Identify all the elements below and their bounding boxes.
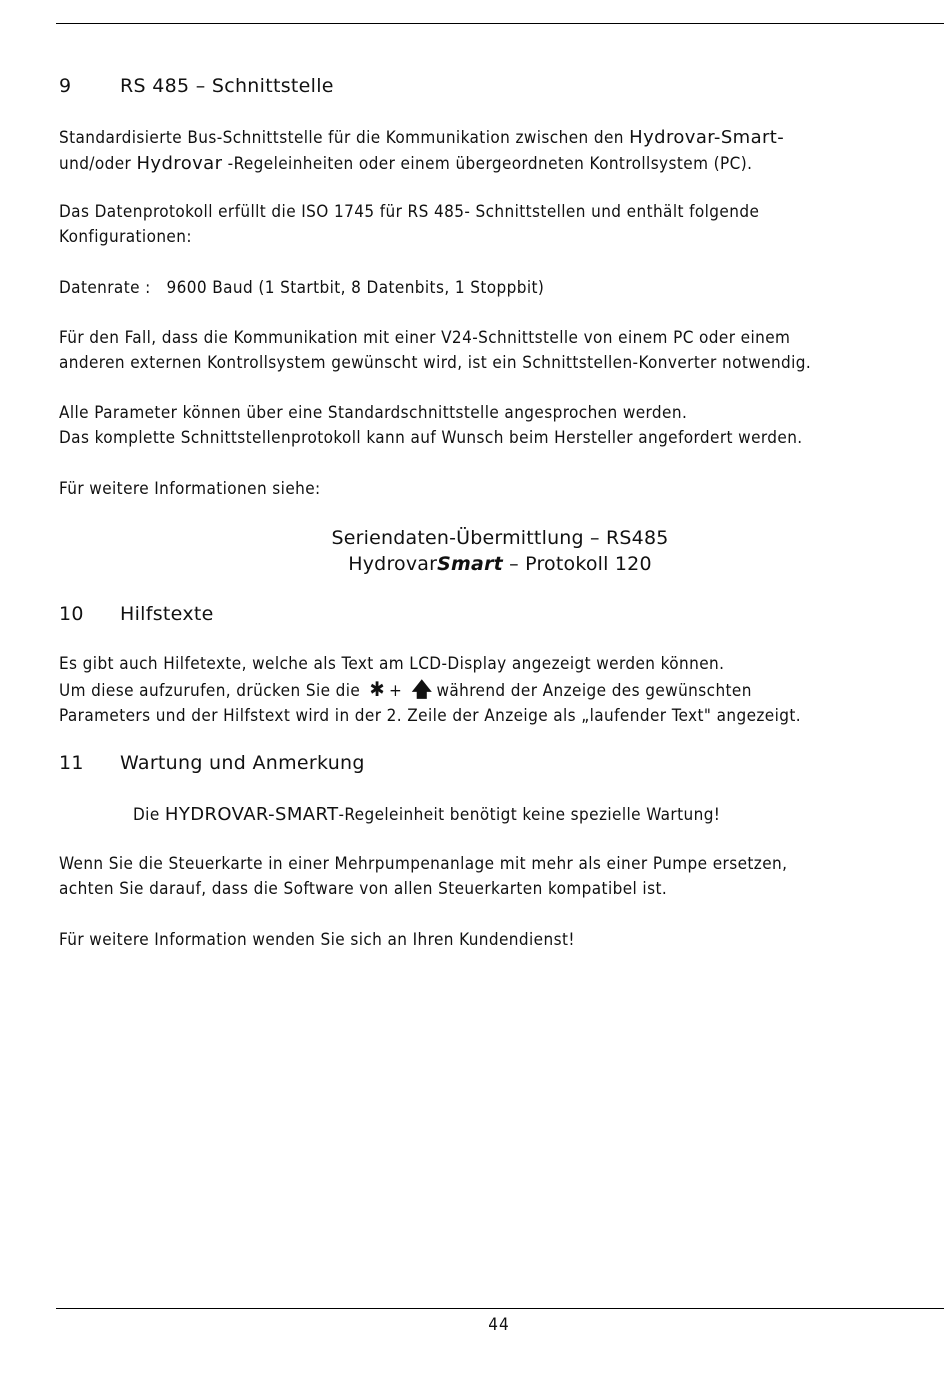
text-line: Alle Parameter können über eine Standardschnittstelle angesprochen werden.	[59, 403, 688, 423]
text: Die	[133, 805, 165, 825]
section-title: Wartung und Anmerkung	[120, 752, 365, 774]
text-line: Konfigurationen:	[59, 227, 192, 247]
section-title: RS 485 – Schnittstelle	[120, 75, 334, 97]
text-line: Es gibt auch Hilfetexte, welche als Text am LCD-Display angezeigt werden können.	[59, 654, 725, 674]
plus-sign: +	[388, 681, 403, 701]
text: – Protokoll 120	[502, 553, 652, 575]
paragraph-protocol	[59, 200, 939, 250]
reference-line	[0, 551, 950, 577]
footer-rule	[56, 1308, 944, 1309]
text-line: Das Datenprotokoll erfüllt die ISO 1745 für RS 485- Schnittstellen und enthält folgende	[59, 202, 760, 222]
section-heading-9	[59, 75, 334, 97]
text-line: Für den Fall, dass die Kommunikation mit einer V24-Schnittstelle von einem PC oder einem	[59, 328, 791, 348]
reference-block	[0, 525, 950, 577]
brand-name: Hydrovar-Smart-	[629, 127, 785, 148]
paragraph-customer-service: Für weitere Information wenden Sie sich an Ihren Kundendienst!	[59, 930, 575, 950]
brand-name: HYDROVAR-SMART	[164, 804, 339, 825]
text: während der Anzeige des gewünschten	[436, 681, 752, 701]
text: -Regeleinheit benötigt keine spezielle Wartung!	[338, 805, 721, 825]
text: Hydrovar	[348, 553, 438, 575]
text-line: Wenn Sie die Steuerkarte in einer Mehrpumpenanlage mit mehr als einer Pumpe ersetzen,	[59, 854, 788, 874]
text-line: achten Sie darauf, dass die Software von allen Steuerkarten kompatibel ist.	[59, 879, 668, 899]
paragraph-v24	[59, 326, 939, 376]
paragraph-parameters	[59, 401, 939, 451]
section-heading-10	[59, 603, 214, 625]
section-number: 11	[59, 752, 84, 774]
brand-name: Hydrovar	[136, 153, 223, 174]
paragraph-more-info: Für weitere Informationen siehe:	[59, 479, 321, 499]
section-number: 10	[59, 603, 84, 625]
asterisk-key-icon: ✱	[369, 677, 385, 701]
paragraph-help-texts	[59, 652, 939, 729]
section-title: Hilfstexte	[120, 603, 214, 625]
brand-smart: Smart	[437, 553, 503, 575]
paragraph-control-card	[59, 852, 939, 902]
reference-line: Seriendaten-Übermittlung – RS485	[331, 527, 669, 549]
section-heading-11	[59, 752, 365, 774]
text-line: Das komplette Schnittstellenprotokoll kann auf Wunsch beim Hersteller angefordert werden.	[59, 428, 803, 448]
text-line: anderen externen Kontrollsystem gewünscht wird, ist ein Schnittstellen-Konverter notwendig.	[59, 353, 812, 373]
paragraph-no-maintenance	[133, 802, 933, 828]
section-number: 9	[59, 75, 72, 97]
header-rule	[56, 23, 944, 24]
paragraph-datarate: Datenrate : 9600 Baud (1 Startbit, 8 Datenbits, 1 Stoppbit)	[59, 278, 545, 298]
paragraph-bus-interface	[59, 125, 939, 177]
arrow-up-key-icon: 🡅	[411, 677, 433, 701]
page-number: 44	[488, 1315, 510, 1335]
text: und/oder	[59, 154, 137, 174]
text: Standardisierte Bus-Schnittstelle für die Kommunikation zwischen den	[59, 128, 630, 148]
text: -Regeleinheiten oder einem übergeordneten Kontrollsystem (PC).	[222, 154, 753, 174]
text: Um diese aufzurufen, drücken Sie die	[59, 681, 361, 701]
text-line: Parameters und der Hilfstext wird in der 2. Zeile der Anzeige als „laufender Text" angezeigt.	[59, 706, 802, 726]
text-line	[59, 677, 939, 704]
